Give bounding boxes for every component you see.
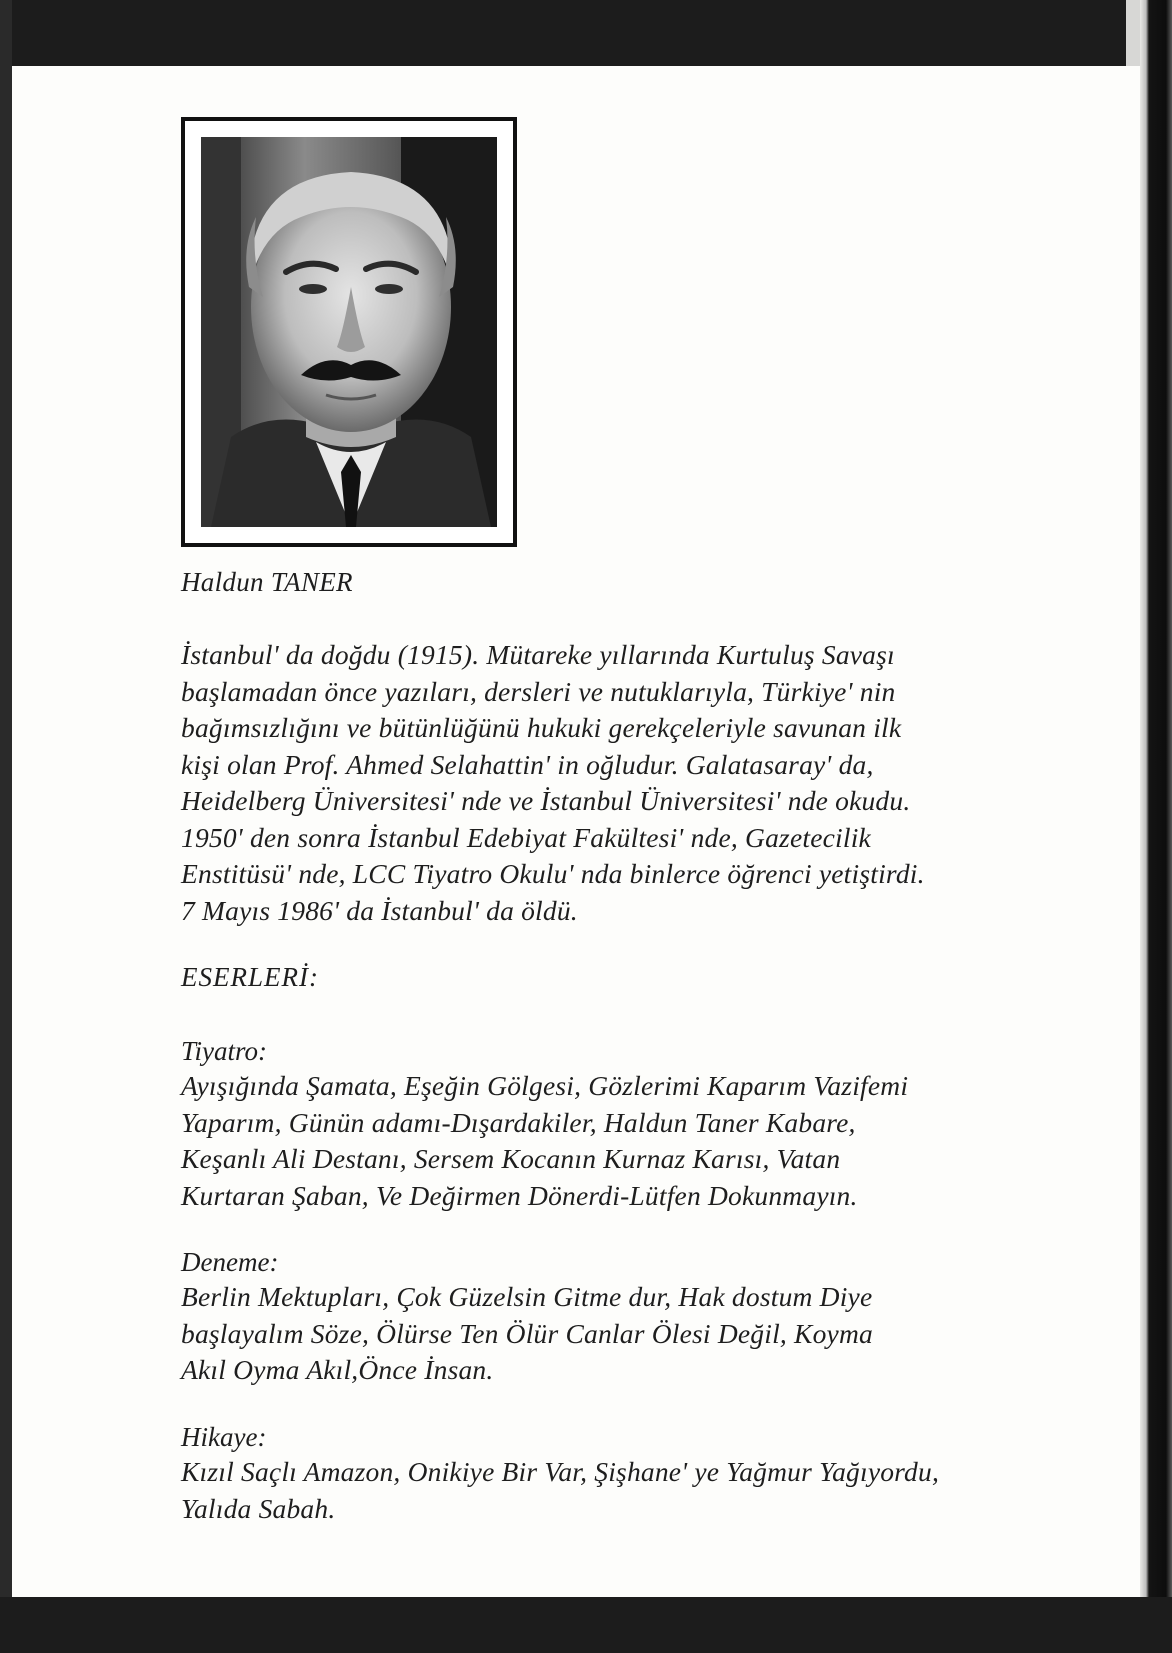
section-line: Ayışığında Şamata, Eşeğin Gölgesi, Gözlerimi Kaparım Vazifemi bbox=[181, 1070, 909, 1101]
section-line: Kızıl Saçlı Amazon, Onikiye Bir Var, Şişhane' ye Yağmur Yağıyordu, bbox=[181, 1456, 940, 1487]
biography-line: başlamadan önce yazıları, dersleri ve nutuklarıyla, Türkiye' nin bbox=[181, 675, 896, 707]
section-line: başlayalım Söze, Ölürse Ten Ölür Canlar Ölesi Değil, Koyma bbox=[181, 1317, 873, 1349]
author-portrait-image bbox=[201, 137, 497, 527]
section-line: Yalıda Sabah. bbox=[181, 1492, 336, 1524]
section-title: Tiyatro: bbox=[181, 1036, 268, 1066]
biography-line: bağımsızlığını ve bütünlüğünü hukuki gerekçeleriyle savunan ilk bbox=[181, 712, 902, 743]
section-line: Berlin Mektupları, Çok Güzelsin Gitme dur, Hak dostum Diye bbox=[181, 1281, 873, 1312]
scan-top-border bbox=[0, 0, 1172, 66]
section-body bbox=[181, 1068, 981, 1214]
section-line: Keşanlı Ali Destanı, Sersem Kocanın Kurnaz Karısı, Vatan bbox=[181, 1143, 841, 1174]
biography-paragraph bbox=[181, 637, 981, 929]
section-title: Hikaye: bbox=[181, 1422, 267, 1452]
biography-line: Enstitüsü' nde, LCC Tiyatro Okulu' nda binlerce öğrenci yetiştirdi. bbox=[181, 858, 925, 889]
section-line: Yaparım, Günün adamı-Dışardakiler, Haldun Taner Kabare, bbox=[181, 1106, 856, 1138]
author-name: Haldun TANER bbox=[181, 567, 353, 597]
scan-top-right-strip bbox=[1126, 0, 1140, 66]
biography-line: 7 Mayıs 1986' da İstanbul' da öldü. bbox=[181, 894, 578, 926]
works-section-story bbox=[181, 1420, 981, 1527]
works-section-essay bbox=[181, 1245, 981, 1389]
author-portrait-photo bbox=[201, 137, 497, 527]
section-line: Akıl Oyma Akıl,Önce İnsan. bbox=[181, 1354, 494, 1385]
biography-line: İstanbul' da doğdu (1915). Mütareke yıllarında Kurtuluş Savaşı bbox=[181, 639, 895, 670]
works-section-theatre bbox=[181, 1034, 981, 1214]
biography-line: kişi olan Prof. Ahmed Selahattin' in oğludur. Galatasaray' da, bbox=[181, 748, 874, 780]
section-body bbox=[181, 1279, 981, 1389]
section-body bbox=[181, 1454, 981, 1527]
scan-bottom-border bbox=[0, 1597, 1172, 1653]
book-spine-edge bbox=[1140, 0, 1172, 1653]
biography-line: 1950' den sonra İstanbul Edebiyat Fakültesi' nde, Gazetecilik bbox=[181, 821, 871, 853]
scan-left-border bbox=[0, 0, 12, 1653]
biography-line: Heidelberg Üniversitesi' nde ve İstanbul Üniversitesi' nde okudu. bbox=[181, 785, 911, 816]
section-line: Kurtaran Şaban, Ve Değirmen Dönerdi-Lütfen Dokunmayın. bbox=[181, 1179, 858, 1211]
author-portrait-frame bbox=[181, 117, 517, 547]
works-heading: ESERLERİ: bbox=[181, 962, 319, 992]
section-title: Deneme: bbox=[181, 1247, 279, 1277]
